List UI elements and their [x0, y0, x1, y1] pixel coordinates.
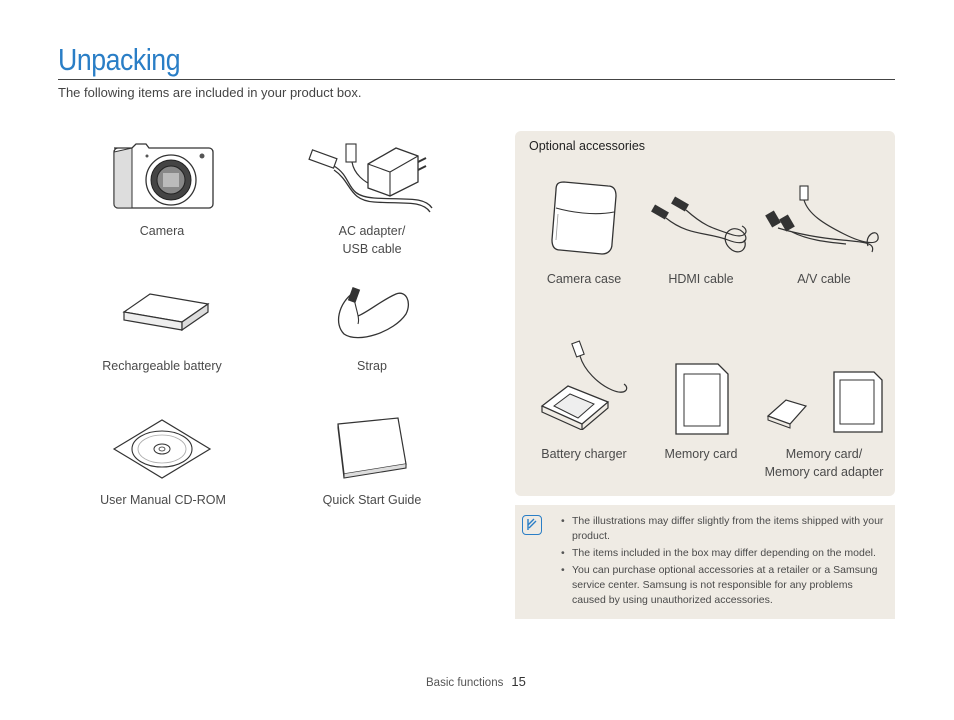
item-label: Strap [357, 359, 387, 373]
optional-item-memory-card-adapter [754, 445, 894, 481]
optional-item-hdmi-cable [651, 270, 751, 288]
item-label: User Manual CD-ROM [100, 493, 226, 507]
strap-icon [334, 284, 412, 344]
hdmi-cable-icon [648, 196, 754, 258]
page-title: Unpacking [58, 42, 181, 77]
quick-start-guide-icon [334, 414, 412, 480]
camera-case-icon [550, 178, 620, 258]
item-label: Rechargeable battery [102, 359, 222, 373]
item-label: HDMI cable [668, 272, 734, 286]
page-number: 15 [511, 674, 526, 689]
note-item: • The items included in the box may differ depending on the model. [561, 546, 887, 561]
memory-card-adapter-icon [766, 370, 884, 434]
item-ac-adapter [310, 222, 434, 258]
item-label: Camera case [546, 272, 622, 286]
note-item: • You can purchase optional accessories at a retailer or a Samsung service center. Samsung is not responsible for any problems caused by using unauthorized accessories. [561, 563, 887, 608]
item-label: Quick Start Guide [322, 493, 422, 507]
item-quick-start-guide [310, 491, 434, 509]
page-footer [426, 674, 526, 689]
title-rule [58, 79, 895, 80]
memory-card-icon [672, 362, 732, 436]
item-label: Memory card/ Memory card adapter [764, 447, 884, 479]
note-item: • The illustrations may differ slightly from the items shipped with your product. [561, 514, 887, 544]
note-pencil-glyph [523, 516, 540, 533]
item-label: AC adapter/ USB cable [338, 224, 406, 256]
page-subtitle: The following items are included in your product box. [58, 85, 362, 100]
item-cd-rom [90, 491, 236, 509]
item-battery [100, 357, 224, 375]
notes-list [561, 514, 887, 610]
item-label: Battery charger [541, 447, 627, 461]
footer-section: Basic functions [426, 677, 504, 689]
item-strap [310, 357, 434, 375]
av-cable-icon [764, 184, 884, 260]
cd-rom-icon [112, 418, 212, 480]
battery-charger-icon [538, 340, 632, 430]
item-label: Camera [139, 224, 185, 238]
note-icon [522, 515, 542, 535]
item-label: A/V cable [797, 272, 851, 286]
item-label: Memory card [664, 447, 738, 461]
ac-adapter-usb-cable-icon [304, 138, 440, 218]
optional-item-memory-card [651, 445, 751, 463]
battery-icon [120, 290, 212, 336]
optional-item-battery-charger [534, 445, 634, 463]
item-camera [100, 222, 224, 240]
optional-item-av-cable [774, 270, 874, 288]
optional-accessories-title: Optional accessories [529, 139, 646, 153]
optional-item-camera-case [534, 270, 634, 288]
camera-icon [108, 140, 216, 216]
